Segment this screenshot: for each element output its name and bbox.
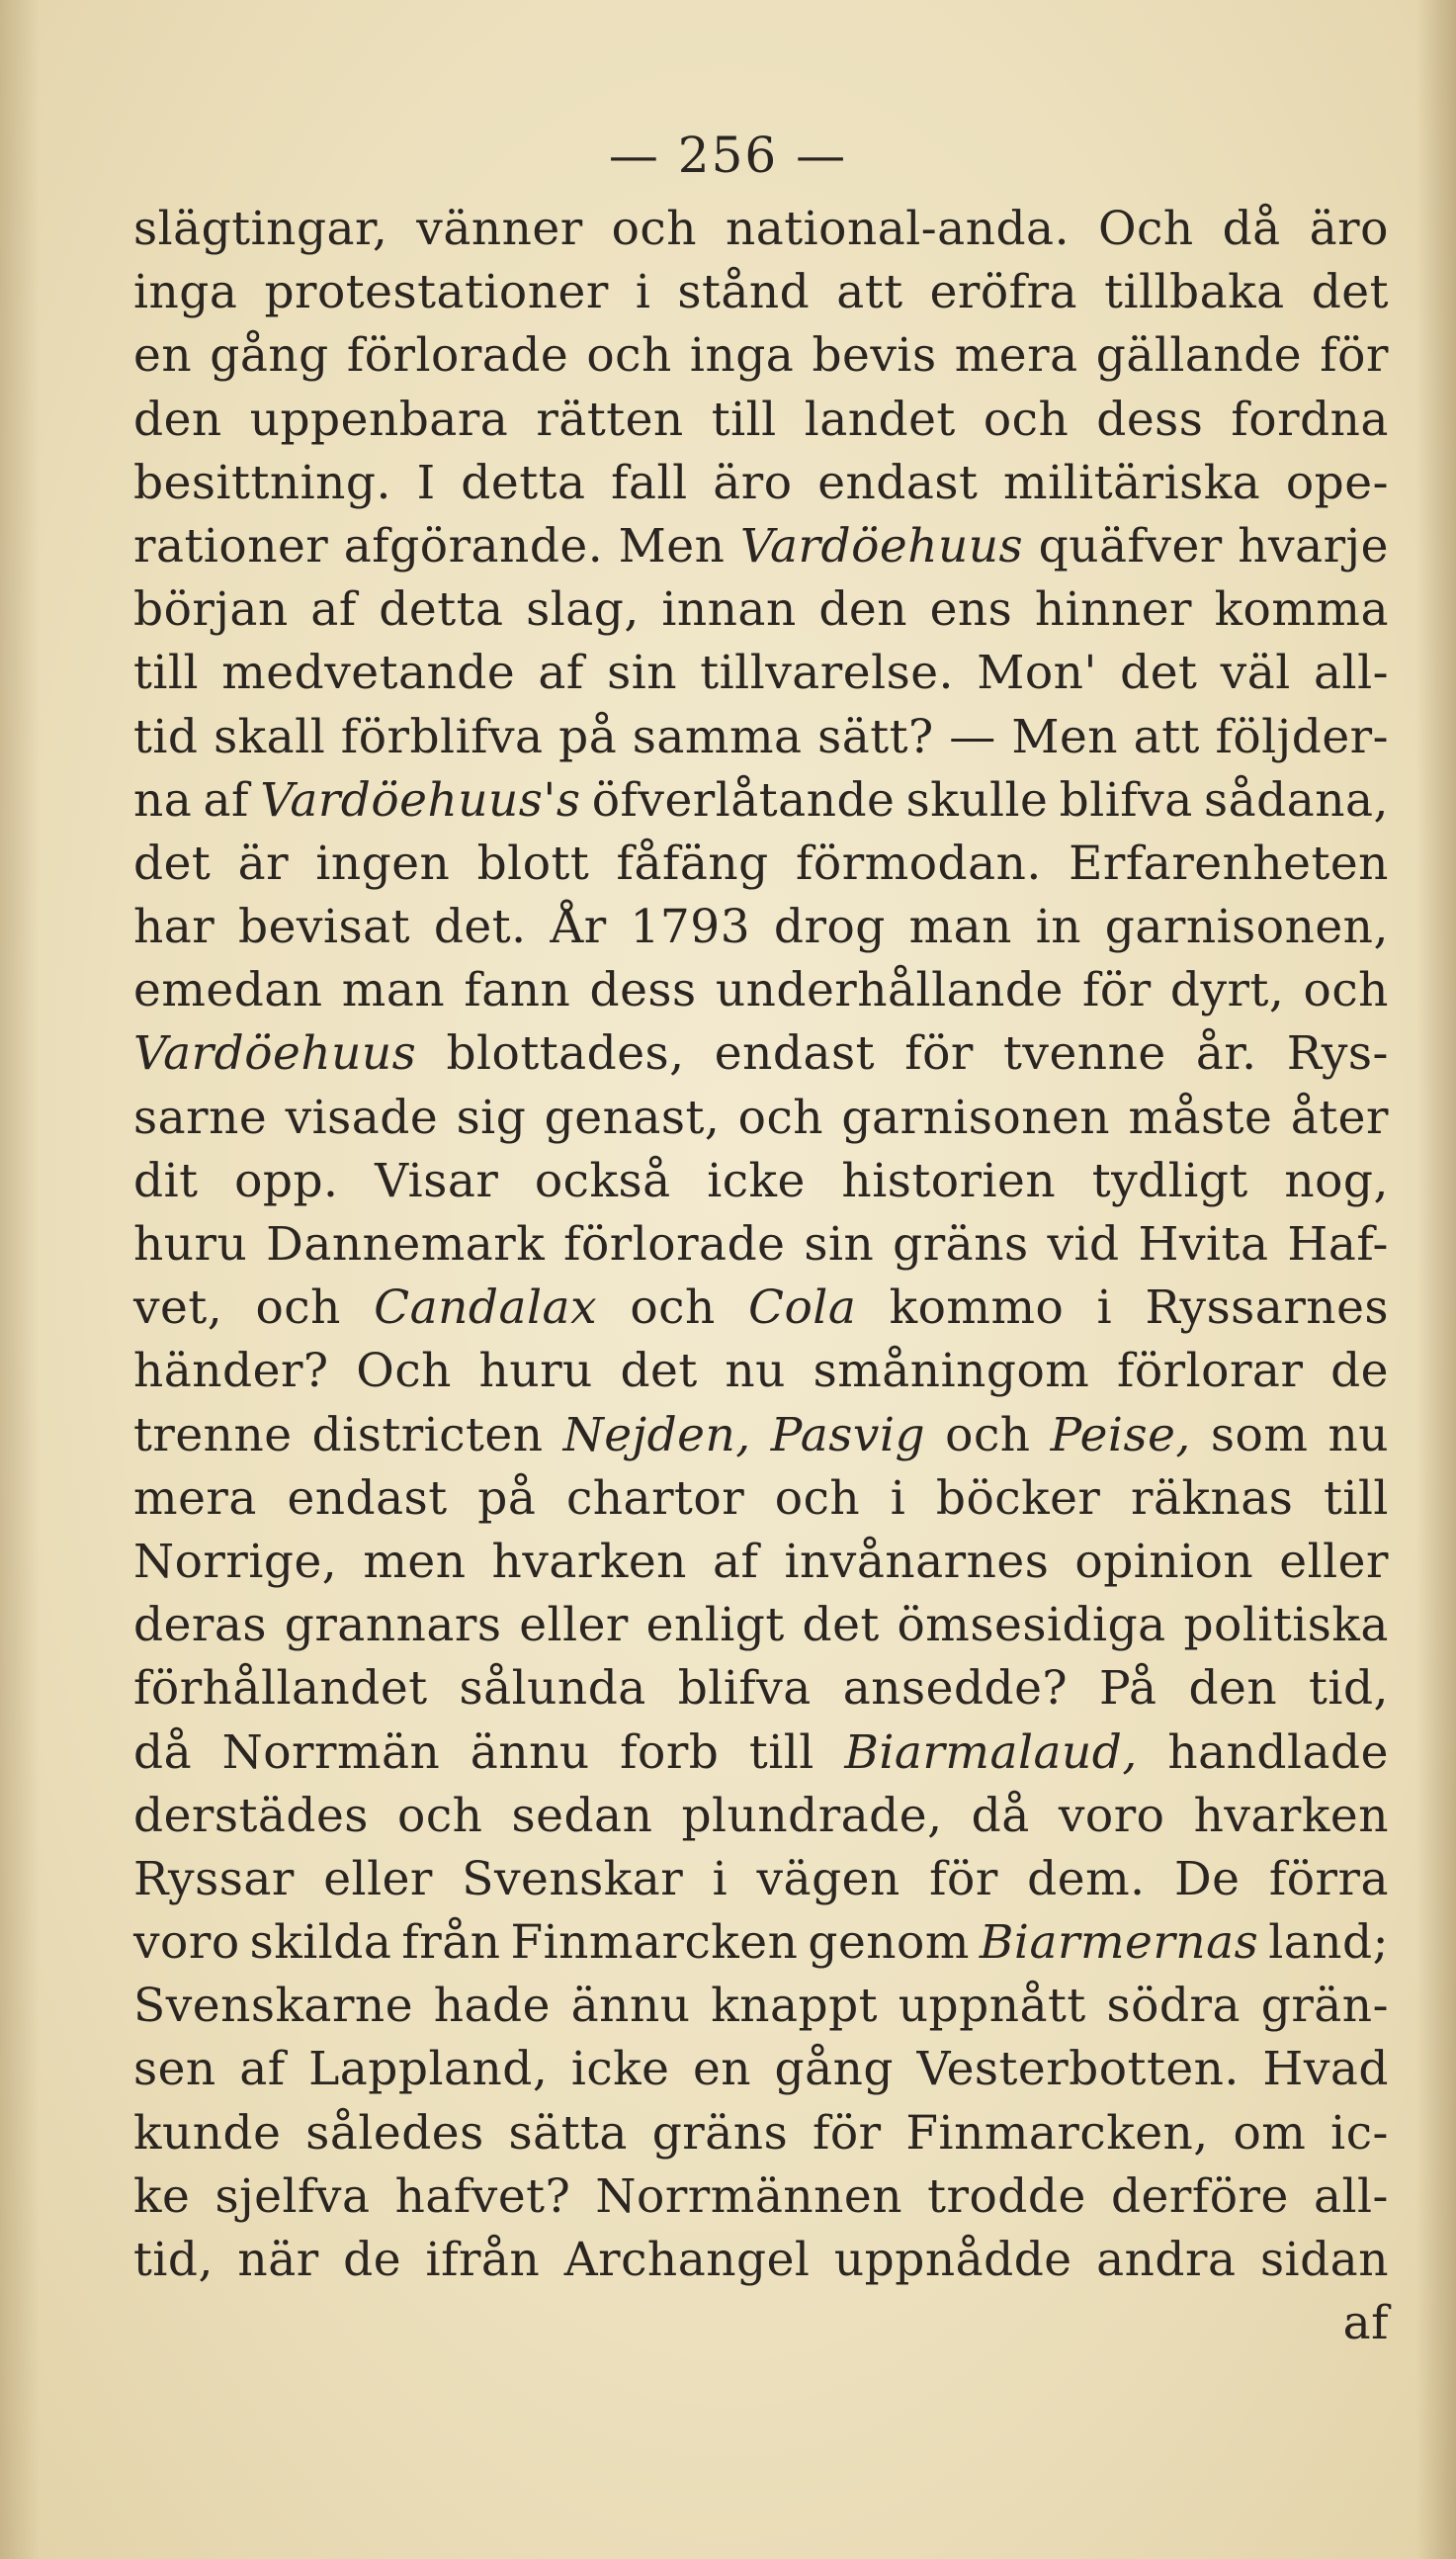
- text-line: Svenskarne hade ännu knappt uppnått södra grän-: [133, 1979, 1389, 2034]
- text-line: en gång förlorade och inga bevis mera gällande för: [133, 328, 1389, 384]
- text-line: Ryssar eller Svenskar i vägen för dem. De förra: [133, 1851, 1389, 1906]
- text-line: trenne districten Nejden, Pasvig och Peise, som nu: [133, 1407, 1389, 1462]
- text-line: tid skall förblifva på samma sätt? — Men att följder-: [133, 709, 1389, 764]
- text-line: Vardöehuus blottades, endast för tvenne år. Rys-: [133, 1026, 1389, 1082]
- text-line: dit opp. Visar också icke historien tydligt nog,: [133, 1153, 1389, 1208]
- text-line: huru Dannemark förlorade sin gräns vid Hvita Haf-: [133, 1217, 1389, 1272]
- text-line: slägtingar, vänner och national-anda. Och då äro: [133, 202, 1389, 256]
- text-line: derstädes och sedan plundrade, då voro hvarken: [133, 1788, 1389, 1843]
- text-line: sen af Lappland, icke en gång Vesterbotten. Hvad: [133, 2042, 1389, 2097]
- text-line: det är ingen blott fåfäng förmodan. Erfarenheten: [133, 836, 1389, 891]
- text-line: rationer afgörande. Men Vardöehuus quäfver hvarje: [133, 518, 1389, 574]
- text-line: vet, och Candalax och Cola kommo i Ryssarnes: [133, 1280, 1389, 1336]
- text-line: mera endast på chartor och i böcker räknas till: [133, 1470, 1389, 1526]
- text-line: besittning. I detta fall äro endast militäriska ope-: [133, 455, 1389, 510]
- page-right-edge: [1416, 0, 1456, 2559]
- text-line: då Norrmän ännu forb till Biarmalaud, handlade: [133, 1724, 1389, 1780]
- text-line: har bevisat det. År 1793 drog man in garnisonen,: [133, 900, 1389, 955]
- text-line: tid, när de ifrån Archangel uppnådde andra sidan: [133, 2233, 1389, 2287]
- text-line: kunde således sätta gräns för Finmarcken, om ic-: [133, 2105, 1389, 2161]
- text-line: ke sjelfva hafvet? Norrmännen trodde derföre all-: [133, 2168, 1389, 2224]
- page-left-edge: [0, 0, 40, 2559]
- text-line: voro skilda från Finmarcken genom Biarmernas land;: [133, 1915, 1389, 1971]
- catchword: af: [1342, 2296, 1389, 2351]
- text-line: emedan man fann dess underhållande för dyrt, och: [133, 963, 1389, 1018]
- text-line: till medvetande af sin tillvarelse. Mon' det väl all-: [133, 646, 1389, 701]
- text-line: sarne visade sig genast, och garnisonen måste åter: [133, 1090, 1389, 1145]
- text-line: den uppenbara rätten till landet och dess fordna: [133, 392, 1389, 447]
- body-text: [133, 198, 1389, 2355]
- page-number: — 256 —: [608, 127, 848, 184]
- text-line: händer? Och huru det nu småningom förlorar de: [133, 1344, 1389, 1399]
- text-line: inga protestationer i stånd att eröfra tillbaka det: [133, 265, 1389, 320]
- text-line: Norrige, men hvarken af invånarnes opinion eller: [133, 1534, 1389, 1589]
- text-line: förhållandet sålunda blifva ansedde? På den tid,: [133, 1661, 1389, 1717]
- text-line: na af Vardöehuus's öfverlåtande skulle blifva sådana,: [133, 772, 1389, 828]
- text-line: deras grannars eller enligt det ömsesidiga politiska: [133, 1598, 1389, 1653]
- text-line: början af detta slag, innan den ens hinner komma: [133, 582, 1389, 638]
- catchword-line: [133, 2292, 1389, 2355]
